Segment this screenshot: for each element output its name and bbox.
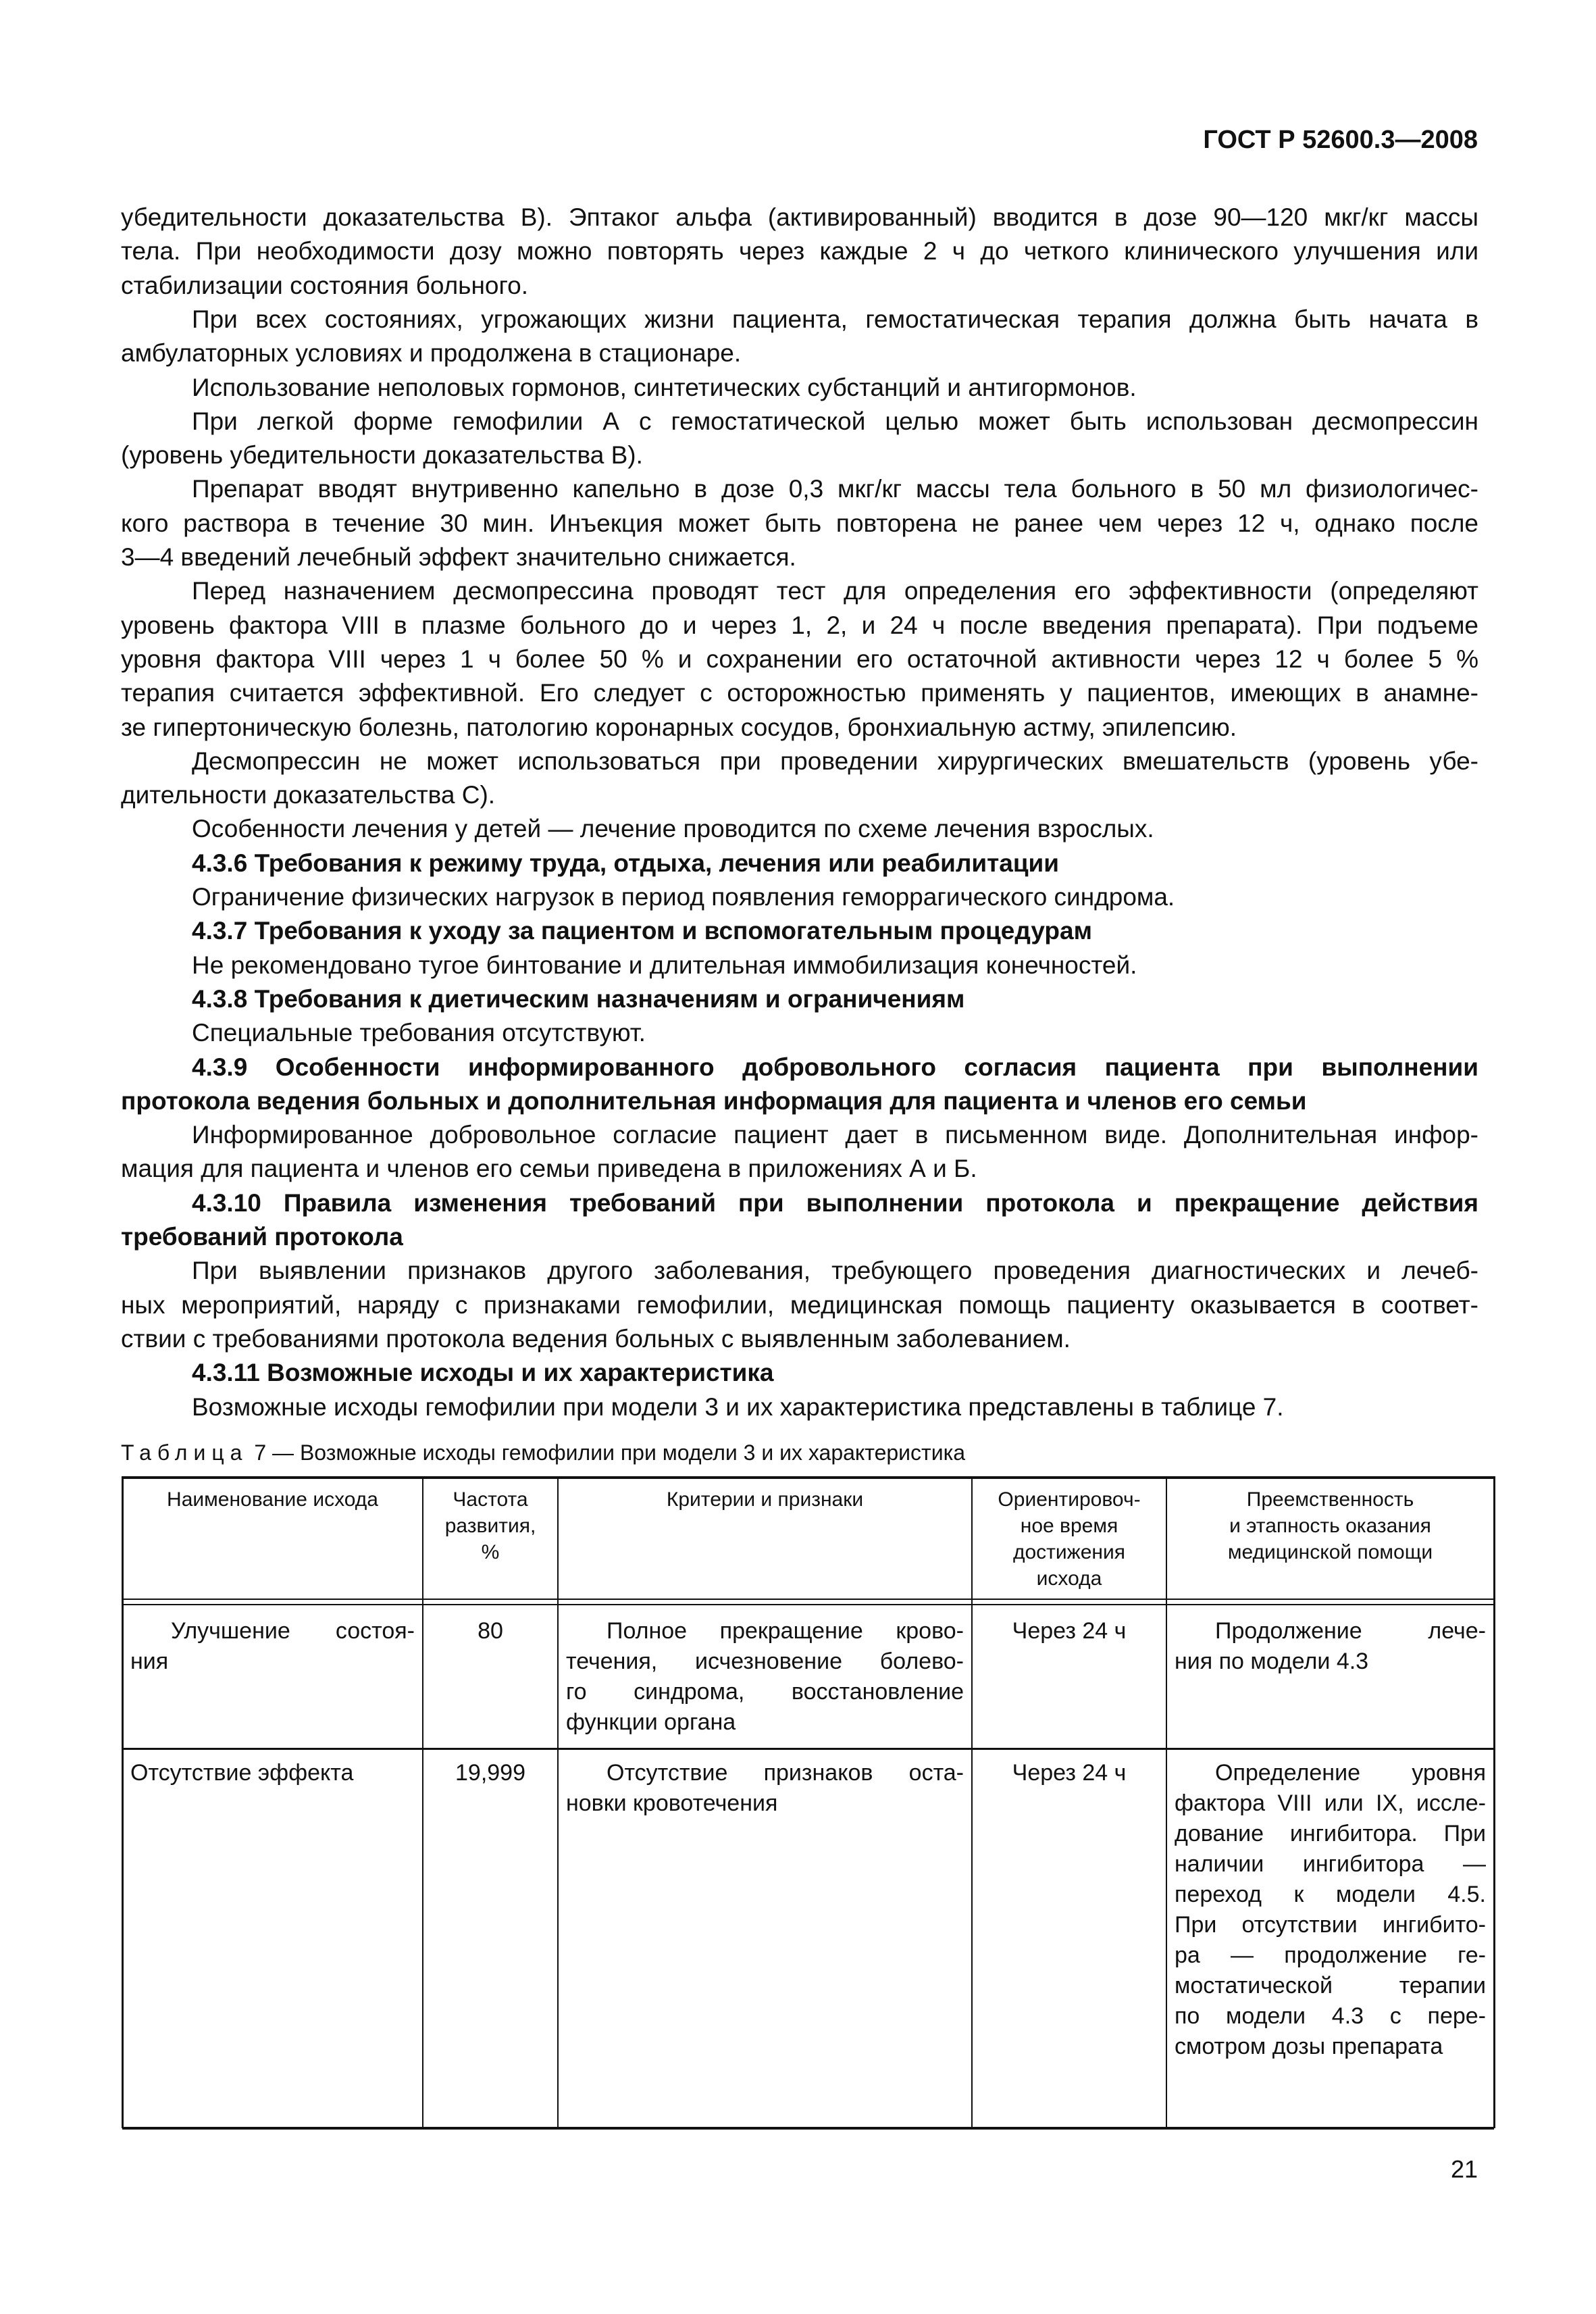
cell-line: го синдрома, восстановление: [566, 1679, 964, 1705]
column-header: [431, 1486, 550, 1565]
paragraph-line: дительности доказательства С).: [121, 781, 496, 809]
cell-line: Наименование исхода: [167, 1488, 378, 1511]
cell-line: ное время: [1020, 1515, 1118, 1537]
table-cell: [130, 1758, 415, 1788]
paragraph-line: Препарат вводят внутривенно капельно в дозе 0,3 мкг/кг массы тела больного в 50 мл физиологичес-: [192, 475, 1478, 503]
cell-line: Через 24 ч: [1012, 1618, 1127, 1644]
column-rule: [971, 1476, 973, 2128]
section-heading-line: 4.3.9 Особенности информированного добровольного согласия пациента при выполнении: [192, 1053, 1478, 1081]
table-caption-text: 7 — Возможные исходы гемофилии при модели 3 и их характеристика: [248, 1440, 966, 1465]
paragraph-line: При всех состояниях, угрожающих жизни пациента, гемостатическая терапия должна быть начата в: [192, 305, 1478, 333]
paragraph-line: кого раствора в течение 30 мин. Инъекция может быть повторена не ранее чем через 12 ч, однако после: [121, 509, 1478, 537]
table-cell: [980, 1758, 1158, 1788]
cell-line: течения, исчезновение болево-: [566, 1649, 964, 1674]
paragraph-line: зе гипертоническую болезнь, патологию коронарных сосудов, бронхиальную астму, эпилепсию.: [121, 713, 1237, 741]
paragraph-line: Десмопрессин не может использоваться при проведении хирургических вмешательств (уровень убе-: [192, 747, 1478, 775]
cell-line: достижения: [1012, 1541, 1125, 1563]
paragraph-line: При легкой форме гемофилии А с гемостатической целью может быть использован десмопрессин: [192, 407, 1478, 435]
cell-line: и этапность оказания: [1229, 1515, 1431, 1537]
cell-line: Критерии и признаки: [666, 1488, 864, 1511]
section-heading-line: требований протокола: [121, 1223, 403, 1251]
cell-line: 19,999: [455, 1760, 525, 1786]
cell-line: по модели 4.3 с пере-: [1175, 2003, 1486, 2029]
column-rule: [557, 1476, 559, 2128]
cell-line: мостатической терапии: [1175, 1973, 1486, 1998]
cell-line: фактора VIII или IX, иссле-: [1175, 1790, 1486, 1816]
header-divider: [122, 1599, 1494, 1600]
paragraph-line: уровня фактора VIII через 1 ч более 50 % и сохранении его остаточной активности через 12 ч более 5 %: [121, 645, 1478, 673]
column-header: [980, 1486, 1158, 1592]
row-divider: [122, 1748, 1494, 1750]
table-cell: [431, 1758, 550, 1788]
paragraph-line: ствии с требованиями протокола ведения больных с выявленным заболеванием.: [121, 1324, 1071, 1353]
cell-line: Отсутствие эффекта: [130, 1760, 354, 1786]
paragraph-line: ных мероприятий, наряду с признаками гемофилии, медицинская помощь пациенту оказывается в соответ-: [121, 1290, 1478, 1319]
table-cell: [130, 1616, 415, 1677]
paragraph-line: амбулаторных условиях и продолжена в стационаре.: [121, 339, 742, 368]
table-cell: [980, 1616, 1158, 1646]
paragraph-line: мация для пациента и членов его семьи приведена в приложениях А и Б.: [121, 1155, 977, 1183]
paragraph-line: Ограничение физических нагрузок в период появления геморрагического синдрома.: [192, 883, 1175, 911]
paragraph-line: При выявлении признаков другого заболевания, требующего проведения диагностических и лечеб-: [192, 1257, 1478, 1285]
section-heading-line: 4.3.8 Требования к диетическим назначениям и ограничениям: [192, 984, 965, 1013]
paragraph-line: уровень фактора VIII в плазме больного до и через 1, 2, и 24 ч после введения препарата). При подъеме: [121, 611, 1478, 639]
cell-line: исхода: [1036, 1567, 1102, 1590]
paragraph-line: (уровень убедительности доказательства В).: [121, 441, 643, 470]
section-heading-line: 4.3.7 Требования к уходу за пациентом и вспомогательным процедурам: [192, 917, 1092, 945]
document-header: ГОСТ Р 52600.3—2008: [1203, 126, 1478, 154]
cell-line: ра — продолжение ге-: [1175, 1942, 1486, 1968]
table-cell: [566, 1758, 964, 1819]
paragraph-line: Перед назначением десмопрессина проводят тест для определения его эффективности (определяют: [192, 577, 1478, 605]
table-cell: [1175, 1616, 1486, 1677]
header-divider: [122, 1604, 1494, 1605]
cell-line: наличии ингибитора —: [1175, 1851, 1486, 1877]
section-heading-line: протокола ведения больных и дополнительная информация для пациента и членов его семьи: [121, 1086, 1307, 1115]
cell-line: %: [481, 1541, 500, 1563]
cell-line: Ориентировоч-: [998, 1488, 1141, 1511]
section-heading-line: 4.3.6 Требования к режиму труда, отдыха, лечения или реабилитации: [192, 849, 1060, 877]
table-cell: [431, 1616, 550, 1646]
column-header: [1175, 1486, 1486, 1565]
column-rule: [422, 1476, 423, 2128]
cell-line: 80: [478, 1618, 503, 1644]
cell-line: Полное прекращение крово-: [607, 1618, 964, 1644]
cell-line: ния по модели 4.3: [1175, 1649, 1369, 1674]
cell-line: дование ингибитора. При: [1175, 1821, 1486, 1846]
cell-line: Улучшение состоя-: [171, 1618, 415, 1644]
cell-line: При отсутствии ингибито-: [1175, 1912, 1486, 1938]
paragraph-line: Особенности лечения у детей — лечение проводится по схеме лечения взрослых.: [192, 815, 1154, 843]
table-cell: [1175, 1758, 1486, 2062]
column-header: [130, 1486, 415, 1513]
column-header: [566, 1486, 964, 1513]
cell-line: Продолжение лече-: [1215, 1618, 1486, 1644]
cell-line: новки кровотечения: [566, 1790, 778, 1816]
cell-line: Отсутствие признаков оста-: [607, 1760, 964, 1786]
paragraph-line: тела. При необходимости дозу можно повторять через каждые 2 ч до четкого клинического улучшения или: [121, 237, 1478, 266]
cell-line: Через 24 ч: [1012, 1760, 1127, 1786]
paragraph-line: стабилизации состояния больного.: [121, 271, 529, 299]
cell-line: развития,: [444, 1515, 536, 1537]
cell-line: переход к модели 4.5.: [1175, 1882, 1486, 1907]
table-cell: [566, 1616, 964, 1738]
table-top-border: [122, 1476, 1494, 1479]
column-rule: [1493, 1476, 1495, 2128]
section-heading-line: 4.3.11 Возможные исходы и их характеристика: [192, 1359, 774, 1387]
paragraph-line: убедительности доказательства В). Эптаког альфа (активированный) вводится в дозе 90—120 мкг/кг массы: [121, 203, 1478, 231]
section-heading-line: 4.3.10 Правила изменения требований при выполнении протокола и прекращение действия: [192, 1188, 1478, 1217]
cell-line: смотром дозы препарата: [1175, 2034, 1443, 2059]
paragraph-line: Информированное добровольное согласие пациент дает в письменном виде. Дополнительная инфор-: [192, 1121, 1478, 1149]
cell-line: Определение уровня: [1215, 1760, 1486, 1786]
cell-line: функции органа: [566, 1709, 736, 1735]
cell-line: медицинской помощи: [1227, 1541, 1433, 1563]
paragraph-line: Использование неполовых гормонов, синтетических субстанций и антигормонов.: [192, 373, 1137, 401]
cell-line: ния: [130, 1649, 169, 1674]
column-rule: [122, 1476, 124, 2128]
paragraph-line: терапия считается эффективной. Его следует с осторожностью применять у пациентов, имеющих в анамне-: [121, 679, 1478, 707]
table-bottom-border: [122, 2127, 1494, 2130]
cell-line: Частота: [453, 1488, 528, 1511]
page-number: 21: [1450, 2155, 1478, 2183]
cell-line: Преемственность: [1246, 1488, 1414, 1511]
paragraph-line: 3—4 введений лечебный эффект значительно снижается.: [121, 543, 796, 571]
column-rule: [1166, 1476, 1167, 2128]
table-caption-label: Таблица: [121, 1440, 249, 1465]
paragraph-line: Возможные исходы гемофилии при модели 3 и их характеристика представлены в таблице 7.: [192, 1392, 1284, 1421]
table-caption: [121, 1440, 965, 1465]
paragraph-line: Не рекомендовано тугое бинтование и длительная иммобилизация конечностей.: [192, 951, 1137, 979]
paragraph-line: Специальные требования отсутствуют.: [192, 1019, 646, 1047]
